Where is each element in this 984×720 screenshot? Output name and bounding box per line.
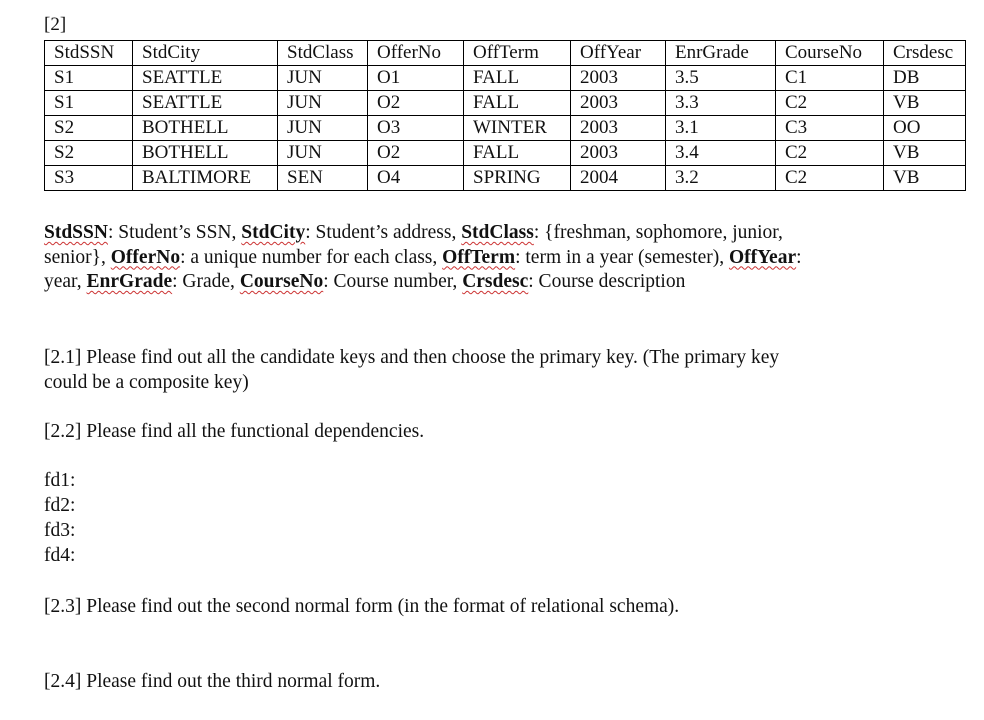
legend-key-stdclass: StdClass xyxy=(461,222,534,243)
legend-desc-stdclass: : {freshman, sophomore, junior, senior}, xyxy=(44,222,783,268)
table-cell: 2003 xyxy=(571,141,666,166)
table-cell: FALL xyxy=(464,66,571,91)
column-header: StdCity xyxy=(133,41,278,66)
table-cell: 3.5 xyxy=(666,66,776,91)
column-header: CourseNo xyxy=(776,41,884,66)
table-cell: C2 xyxy=(776,91,884,116)
table-cell: JUN xyxy=(278,91,368,116)
table-cell: C3 xyxy=(776,116,884,141)
table-cell: DB xyxy=(884,66,966,91)
section-label: [2] xyxy=(44,14,67,35)
table-cell: S3 xyxy=(45,166,133,191)
table-cell: JUN xyxy=(278,116,368,141)
legend-desc-offterm: : term in a year (semester), xyxy=(515,246,729,268)
table-row xyxy=(45,141,966,166)
legend-desc-crsdesc: : Course description xyxy=(528,271,686,292)
table-cell: 2003 xyxy=(571,91,666,116)
legend-desc-stdssn: : Student’s SSN, xyxy=(107,222,242,243)
table-cell: BOTHELL xyxy=(133,116,278,141)
table-cell: O3 xyxy=(368,116,464,141)
fd-line-1: fd1: xyxy=(44,470,76,491)
table-cell: 3.3 xyxy=(666,91,776,116)
question-2-1: [2.1] Please find out all the candidate keys and then choose the primary key. (The primary key could be a composite key) xyxy=(44,347,780,393)
fd-line-2: fd2: xyxy=(44,495,76,516)
table-cell: S1 xyxy=(45,91,133,116)
table-cell: 2004 xyxy=(571,166,666,191)
table-cell: JUN xyxy=(278,66,368,91)
column-header: StdSSN xyxy=(45,41,133,66)
table-cell: 3.2 xyxy=(666,166,776,191)
table-cell: SEN xyxy=(278,166,368,191)
legend-desc-offyear: : year, xyxy=(44,246,802,292)
table-row xyxy=(45,91,966,116)
table-cell: SPRING xyxy=(464,166,571,191)
table-cell: FALL xyxy=(464,141,571,166)
table-cell: O2 xyxy=(368,141,464,166)
table-cell: SEATTLE xyxy=(133,66,278,91)
legend-key-offyear: OffYear xyxy=(728,246,797,268)
fd-line-4: fd4: xyxy=(44,545,76,566)
table-cell: S2 xyxy=(45,141,133,166)
legend-desc-enrgrade: : Grade, xyxy=(172,271,240,292)
table-cell: S2 xyxy=(45,116,133,141)
table-cell: C2 xyxy=(776,141,884,166)
table-header-row xyxy=(45,41,966,66)
column-header: EnrGrade xyxy=(666,41,776,66)
legend-key-offterm: OffTerm xyxy=(442,246,516,268)
table-cell: VB xyxy=(884,141,966,166)
legend-key-offerno: OfferNo xyxy=(110,246,181,268)
table-cell: BALTIMORE xyxy=(133,166,278,191)
column-header: OffTerm xyxy=(464,41,571,66)
table-cell: 2003 xyxy=(571,66,666,91)
legend-key-courseno: CourseNo xyxy=(239,271,324,292)
table-cell: 2003 xyxy=(571,116,666,141)
table-cell: C1 xyxy=(776,66,884,91)
column-header: Crsdesc xyxy=(884,41,966,66)
table-cell: FALL xyxy=(464,91,571,116)
table-cell: SEATTLE xyxy=(133,91,278,116)
table-cell: 3.4 xyxy=(666,141,776,166)
fd-line-3: fd3: xyxy=(44,520,76,541)
table-cell: JUN xyxy=(278,141,368,166)
legend-desc-stdcity: : Student’s address, xyxy=(305,222,462,243)
table-cell: C2 xyxy=(776,166,884,191)
column-header: StdClass xyxy=(278,41,368,66)
table-row xyxy=(45,116,966,141)
table-cell: 3.1 xyxy=(666,116,776,141)
legend-key-crsdesc: Crsdesc xyxy=(462,271,529,292)
table-row xyxy=(45,66,966,91)
legend-desc-courseno: : Course number, xyxy=(323,271,463,292)
question-2-2: [2.2] Please find all the functional dependencies. xyxy=(44,421,425,442)
column-header: OfferNo xyxy=(368,41,464,66)
table-cell: S1 xyxy=(45,66,133,91)
table-cell: OO xyxy=(884,116,966,141)
table-cell: WINTER xyxy=(464,116,571,141)
relation-table xyxy=(44,40,966,191)
question-2-3: [2.3] Please find out the second normal form (in the format of relational schema). xyxy=(44,596,680,617)
legend-key-stdcity: StdCity xyxy=(241,222,306,243)
table-cell: BOTHELL xyxy=(133,141,278,166)
attribute-legend xyxy=(44,221,844,295)
table-row xyxy=(45,166,966,191)
legend-desc-offerno: : a unique number for each class, xyxy=(180,246,443,268)
table-cell: VB xyxy=(884,166,966,191)
table-cell: O2 xyxy=(368,91,464,116)
legend-key-stdssn: StdSSN xyxy=(44,222,108,243)
legend-key-enrgrade: EnrGrade xyxy=(86,271,173,292)
table-cell: VB xyxy=(884,91,966,116)
table-cell: O4 xyxy=(368,166,464,191)
table-cell: O1 xyxy=(368,66,464,91)
question-2-4: [2.4] Please find out the third normal form. xyxy=(44,671,381,692)
column-header: OffYear xyxy=(571,41,666,66)
